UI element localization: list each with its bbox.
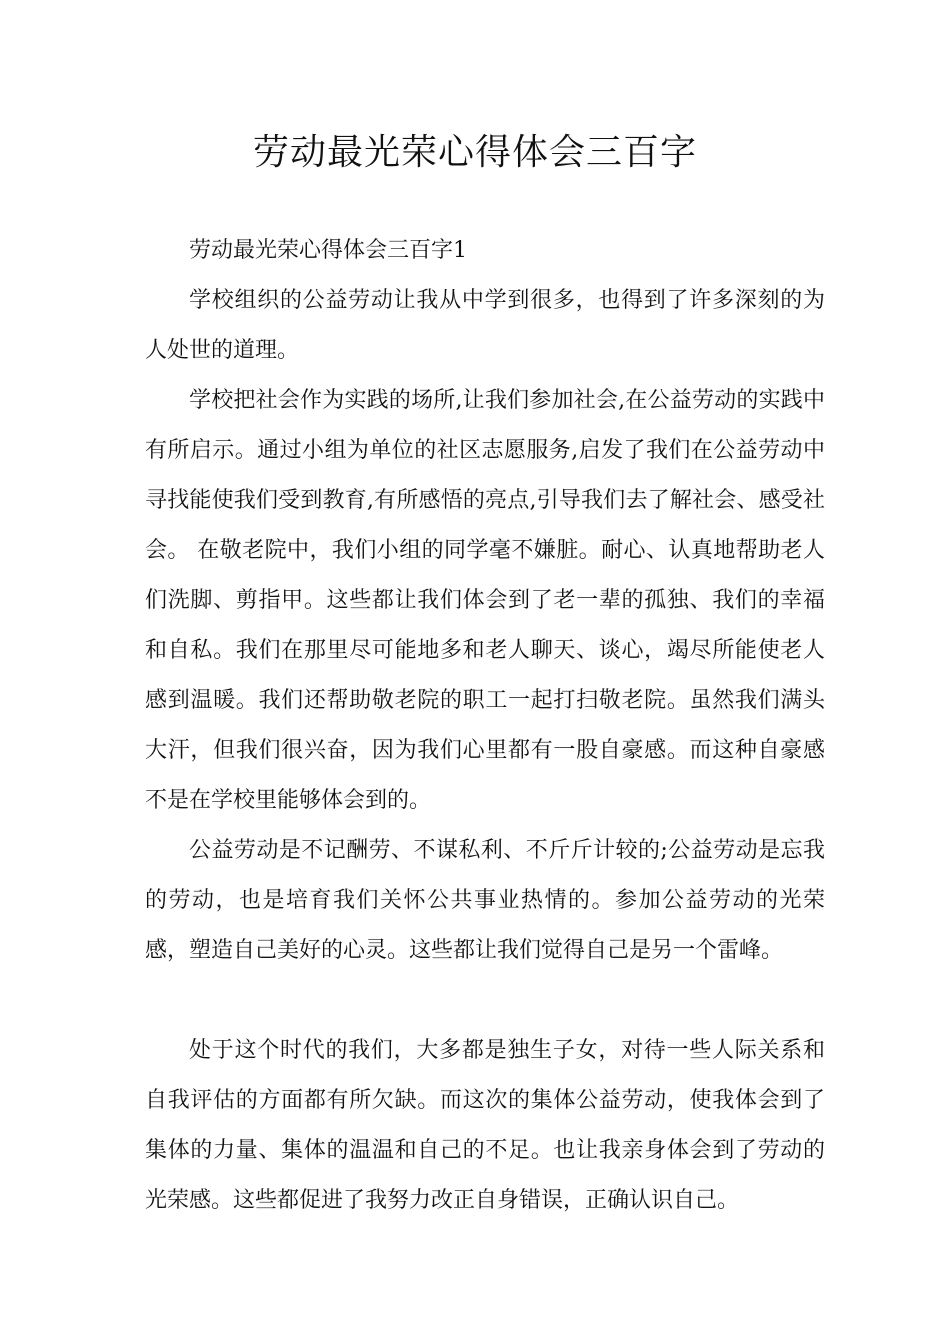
- document-body: [145, 226, 825, 1226]
- document-title: 劳动最光荣心得体会三百字: [252, 132, 697, 173]
- paragraph: 处于这个时代的我们，大多都是独生子女，对待一些人际关系和自我评估的方面都有所欠缺。而这次的集体公益劳动，使我体会到了集体的力量、集体的温温和自己的不足。也让我亲身体会到了劳动的光荣感。这些都促进了我努力改正自身错误，正确认识自己。: [145, 1038, 825, 1213]
- paragraph: 公益劳动是不记酬劳、不谋私利、不斤斤计较的;公益劳动是忘我的劳动，也是培育我们关怀公共事业热情的。参加公益劳动的光荣感，塑造自己美好的心灵。这些都让我们觉得自己是另一个雷峰。: [145, 838, 825, 963]
- paragraph: 学校组织的公益劳动让我从中学到很多，也得到了许多深刻的为人处世的道理。: [145, 288, 825, 363]
- section-heading: 劳动最光荣心得体会三百字1: [189, 238, 467, 263]
- paragraph: 学校把社会作为实践的场所,让我们参加社会,在公益劳动的实践中有所启示。通过小组为单位的社区志愿服务,启发了我们在公益劳动中寻找能使我们受到教育,有所感悟的亮点,引导我们去了解社会、感受社会。 在敬老院中，我们小组的同学毫不嫌脏。耐心、认真地帮助老人们洗脚、剪指甲。这些都让我们体会到了老一辈的孤独、我们的幸福和自私。我们在那里尽可能地多和老人聊天、谈心，竭尽所能使老人感到温暖。我们还帮助敬老院的职工一起打扫敬老院。虽然我们满头大汗，但我们很兴奋，因为我们心里都有一股自豪感。而这种自豪感不是在学校里能够体会到的。: [145, 388, 825, 813]
